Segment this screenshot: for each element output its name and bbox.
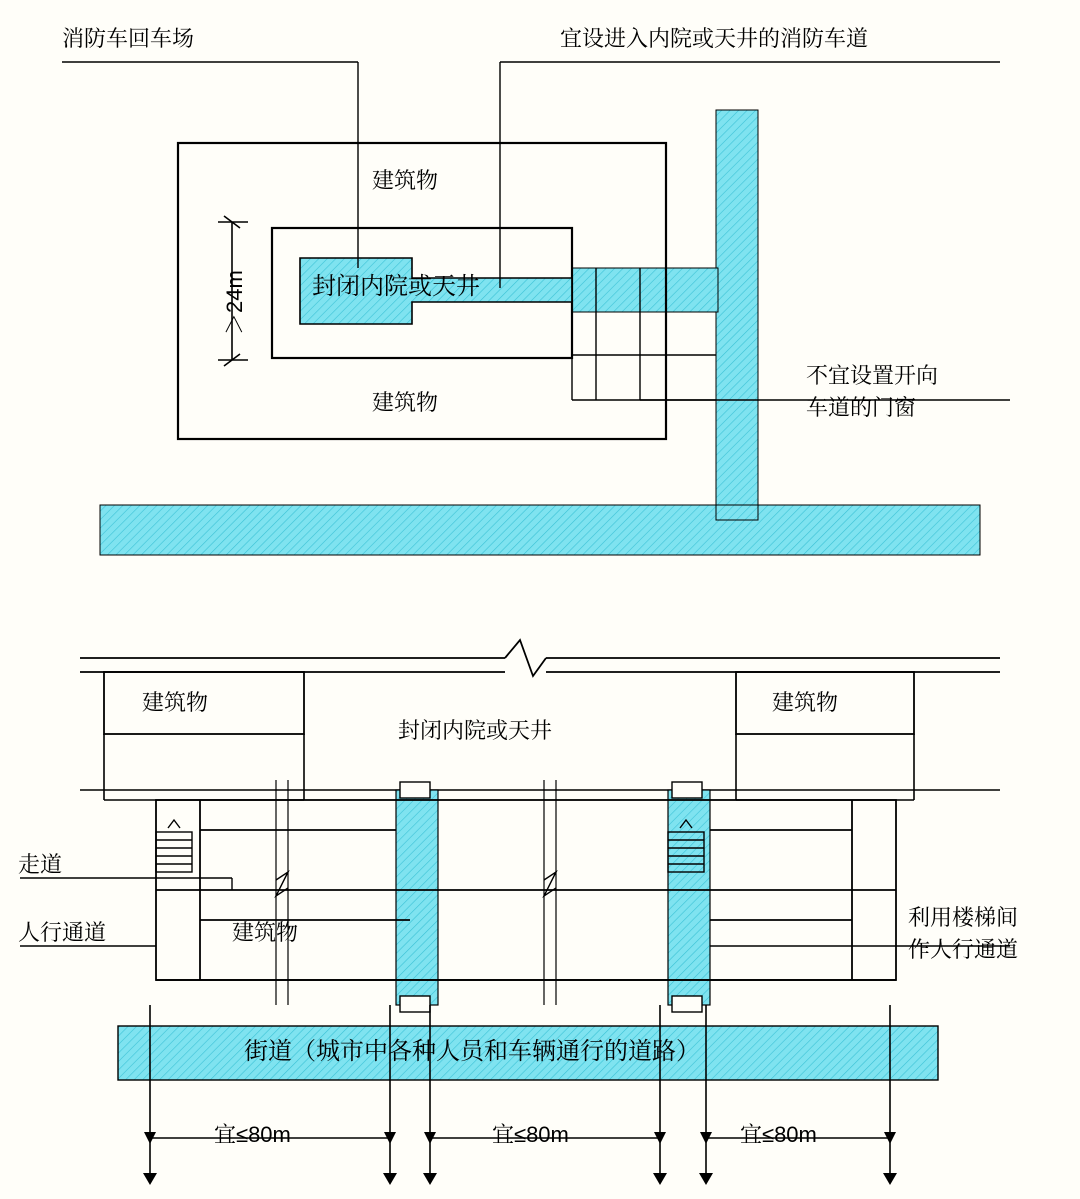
label-building-top: 建筑物 — [372, 168, 439, 193]
label-span-1: 宜≤80m — [214, 1122, 291, 1147]
bottom-top-lines — [80, 640, 1000, 676]
top-leader-turnaround — [62, 62, 358, 268]
label-building-right: 建筑物 — [772, 690, 839, 715]
label-dimension-24m: ＞24m — [222, 270, 247, 335]
label-span-2: 宜≤80m — [492, 1122, 569, 1147]
bottom-passages — [396, 782, 710, 1012]
label-building-center: 建筑物 — [232, 920, 299, 945]
label-corridor: 走道 — [18, 852, 63, 877]
label-no-doors-line2: 车道的门窗 — [806, 395, 917, 420]
label-building-left: 建筑物 — [142, 690, 209, 715]
label-building-bottom: 建筑物 — [372, 390, 439, 415]
label-inner-fire-lane: 宜设进入内院或天井的消防车道 — [560, 26, 869, 51]
label-stair-use-line1: 利用楼梯间 — [908, 905, 1019, 930]
bottom-building-mass — [156, 800, 896, 980]
label-span-3: 宜≤80m — [740, 1122, 817, 1147]
label-courtyard-top: 封闭内院或天井 — [312, 273, 480, 300]
bottom-courtyard-bounds — [80, 734, 1000, 800]
label-street: 街道（城市中各种人员和车辆通行的道路） — [244, 1038, 700, 1065]
label-courtyard-bottom: 封闭内院或天井 — [398, 718, 553, 743]
label-stair-use-line2: 作人行通道 — [908, 937, 1019, 962]
label-no-doors-line1: 不宜设置开向 — [806, 363, 939, 388]
stair-icon-left — [156, 820, 192, 872]
label-pedestrian-passage: 人行通道 — [18, 920, 107, 945]
label-turnaround: 消防车回车场 — [62, 26, 195, 51]
